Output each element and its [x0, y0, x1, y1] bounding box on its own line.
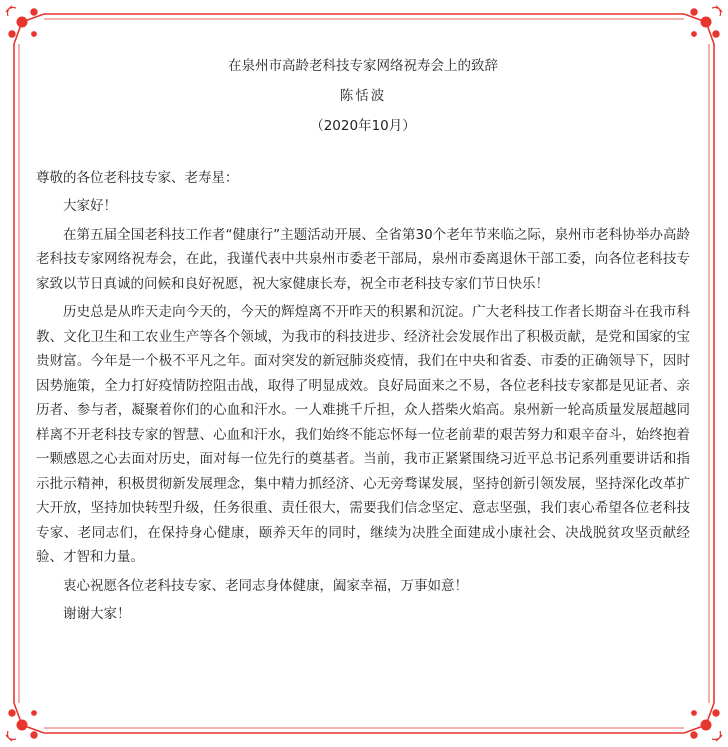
salutation: 尊敬的各位老科技专家、老寿星： [36, 170, 239, 186]
paragraph-thanks: 谢谢大家！ [63, 606, 131, 622]
corner-ornament-icon [6, 6, 44, 44]
document-title: 在泉州市高龄老科技专家网络祝寿会上的致辞 [228, 58, 498, 74]
corner-ornament-icon [684, 703, 722, 741]
paragraph-greeting: 大家好！ [63, 198, 117, 214]
document-author: 陈恬波 [339, 88, 387, 104]
document-date: （2020年10月） [310, 118, 416, 134]
corner-ornament-icon [6, 703, 44, 741]
document-body [36, 56, 690, 631]
paragraph-wishes: 衷心祝愿各位老科技专家、老同志身体健康，阖家幸福，万事如意！ [63, 577, 468, 594]
corner-ornament-icon [684, 6, 722, 44]
paragraph-history: 历史总是从昨天走向今天的，今天的辉煌离不开昨天的积累和沉淀。广大老科技工作者长期奋斗在我市科教、文化卫生和工农业生产等各个领域，为我市的科技进步、经济社会发展作出了积极贡献，是党和国家的宝贵财富。今年是一个极不平凡之年。面对突发的新冠肺炎疫情，我们在中央和省委、市委的正确领导下，因时因势施策，全力打好疫情防控阻击战，取得了明显成效。良好局面来之不易，各位老科技专家都是见证者、亲历者、参与者，凝聚着你们的心血和汗水。一人难挑千斤担，众人搭柴火焰高。泉州新一轮高质量发展超越同样离不开老科技专家的智慧、心血和汗水，我们始终不能忘怀每一位老前辈的艰苦努力和艰辛奋斗，始终抱着一颗感恩之心去面对历史，面对每一位先行的奠基者。当前，我市正紧紧围绕习近平总书记系列重要讲话和指示批示精神，积极贯彻新发展理念，集中精力抓经济、心无旁骛谋发展，坚持创新引领发展，坚持深化改革扩大开放，坚持加快转型升级，任务很重、责任很大，需要我们信念坚定、意志坚强，我们衷心希望各位老科技专家、老同志们，在保持身心健康，颐养天年的同时，继续为决胜全面建成小康社会、决战脱贫攻坚贡献经验、才智和力量。 [36, 304, 690, 565]
paragraph-occasion: 在第五届全国老科技工作者“健康行”主题活动开展、全省第30个老年节来临之际，泉州市老科协举办高龄老科技专家网络祝寿会，在此，我谨代表中共泉州市委老干部局，泉州市委离退休干部工委，向各位老科技专家致以节日真诚的问候和良好祝愿，祝大家健康长寿，祝全市老科技专家们节日快乐！ [36, 226, 690, 292]
